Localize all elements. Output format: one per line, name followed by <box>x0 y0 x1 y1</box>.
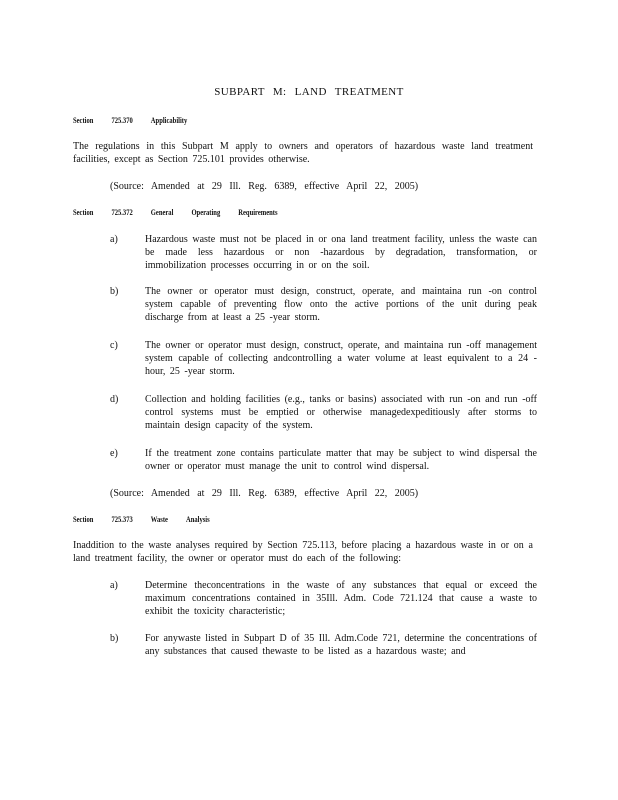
source-note-2: (Source: Amended at 29 Ill. Reg. 6389, effective April 22, 2005) <box>110 488 419 499</box>
page-title: SUBPART M: LAND TREATMENT <box>214 86 404 98</box>
item-text: Collection and holding facilities (e.g., tanks or basins) associated with run -on and run -off control systems must be emptied or otherwise managedexpeditiously after storms to maintain design capacity of the system. <box>145 394 537 431</box>
section-number: 725.370 <box>111 116 133 125</box>
item-text: Hazardous waste must not be placed in or ona land treatment facility, unless the waste can be made less hazardous or non -hazardous by degradation, transformation, or immobilization processes occurring in or on the soil. <box>145 234 537 271</box>
section-label: Section <box>73 208 94 217</box>
section-name: Waste <box>150 515 168 524</box>
item-text: The owner or operator must design, construct, operate, and maintaina run -off management system capable of collecting andcontrolling a water volume at least equivalent to a 24 -hour, 25 -year storm. <box>145 340 537 377</box>
item-text: Determine theconcentrations in the waste of any substances that equal or exceed the maximum concentrations contained in 35Ill. Adm. Code 721.124 that cause a waste to exhibit the toxicity characteristic; <box>145 580 537 617</box>
section-number: 725.373 <box>111 515 133 524</box>
source-note-1: (Source: Amended at 29 Ill. Reg. 6389, effective April 22, 2005) <box>110 181 419 192</box>
item-label: d) <box>110 394 119 405</box>
applicability-paragraph: The regulations in this Subpart M apply to owners and operators of hazardous waste land treatment facilities, except as Section 725.101 provides otherwise. <box>73 141 533 165</box>
section-heading-725-372 <box>73 208 278 217</box>
waste-analysis-paragraph: Inaddition to the waste analyses required by Section 725.113, before placing a hazardous waste in or on a land treatment facility, the owner or operator must do each of the following: <box>73 540 533 564</box>
item-text: If the treatment zone contains particulate matter that may be subject to wind dispersal the owner or operator must manage the unit to control wind dispersal. <box>145 448 537 472</box>
item-label: a) <box>110 234 118 245</box>
section-heading-725-373 <box>73 515 210 524</box>
section-heading-725-370 <box>73 116 187 125</box>
item-label: c) <box>110 340 118 351</box>
item-label: b) <box>110 286 119 297</box>
section-name-3: Requirements <box>238 208 278 217</box>
item-text: For anywaste listed in Subpart D of 35 Ill. Adm.Code 721, determine the concentrations of any substances that caused thewaste to be listed as a hazardous waste; and <box>145 633 537 657</box>
item-text: The owner or operator must design, construct, operate, and maintaina run -on control system capable of preventing flow onto the active portions of the unit during peak discharge from at least a 25 -year storm. <box>145 286 537 323</box>
section-label: Section <box>73 515 94 524</box>
section-number: 725.372 <box>111 208 133 217</box>
section-name: General <box>150 208 174 217</box>
section-name: Applicability <box>150 116 188 125</box>
item-label: e) <box>110 448 118 459</box>
section-label: Section <box>73 116 94 125</box>
item-label: a) <box>110 580 118 591</box>
section-name-2: Operating <box>191 208 221 217</box>
section-name-2: Analysis <box>185 515 210 524</box>
item-label: b) <box>110 633 119 644</box>
